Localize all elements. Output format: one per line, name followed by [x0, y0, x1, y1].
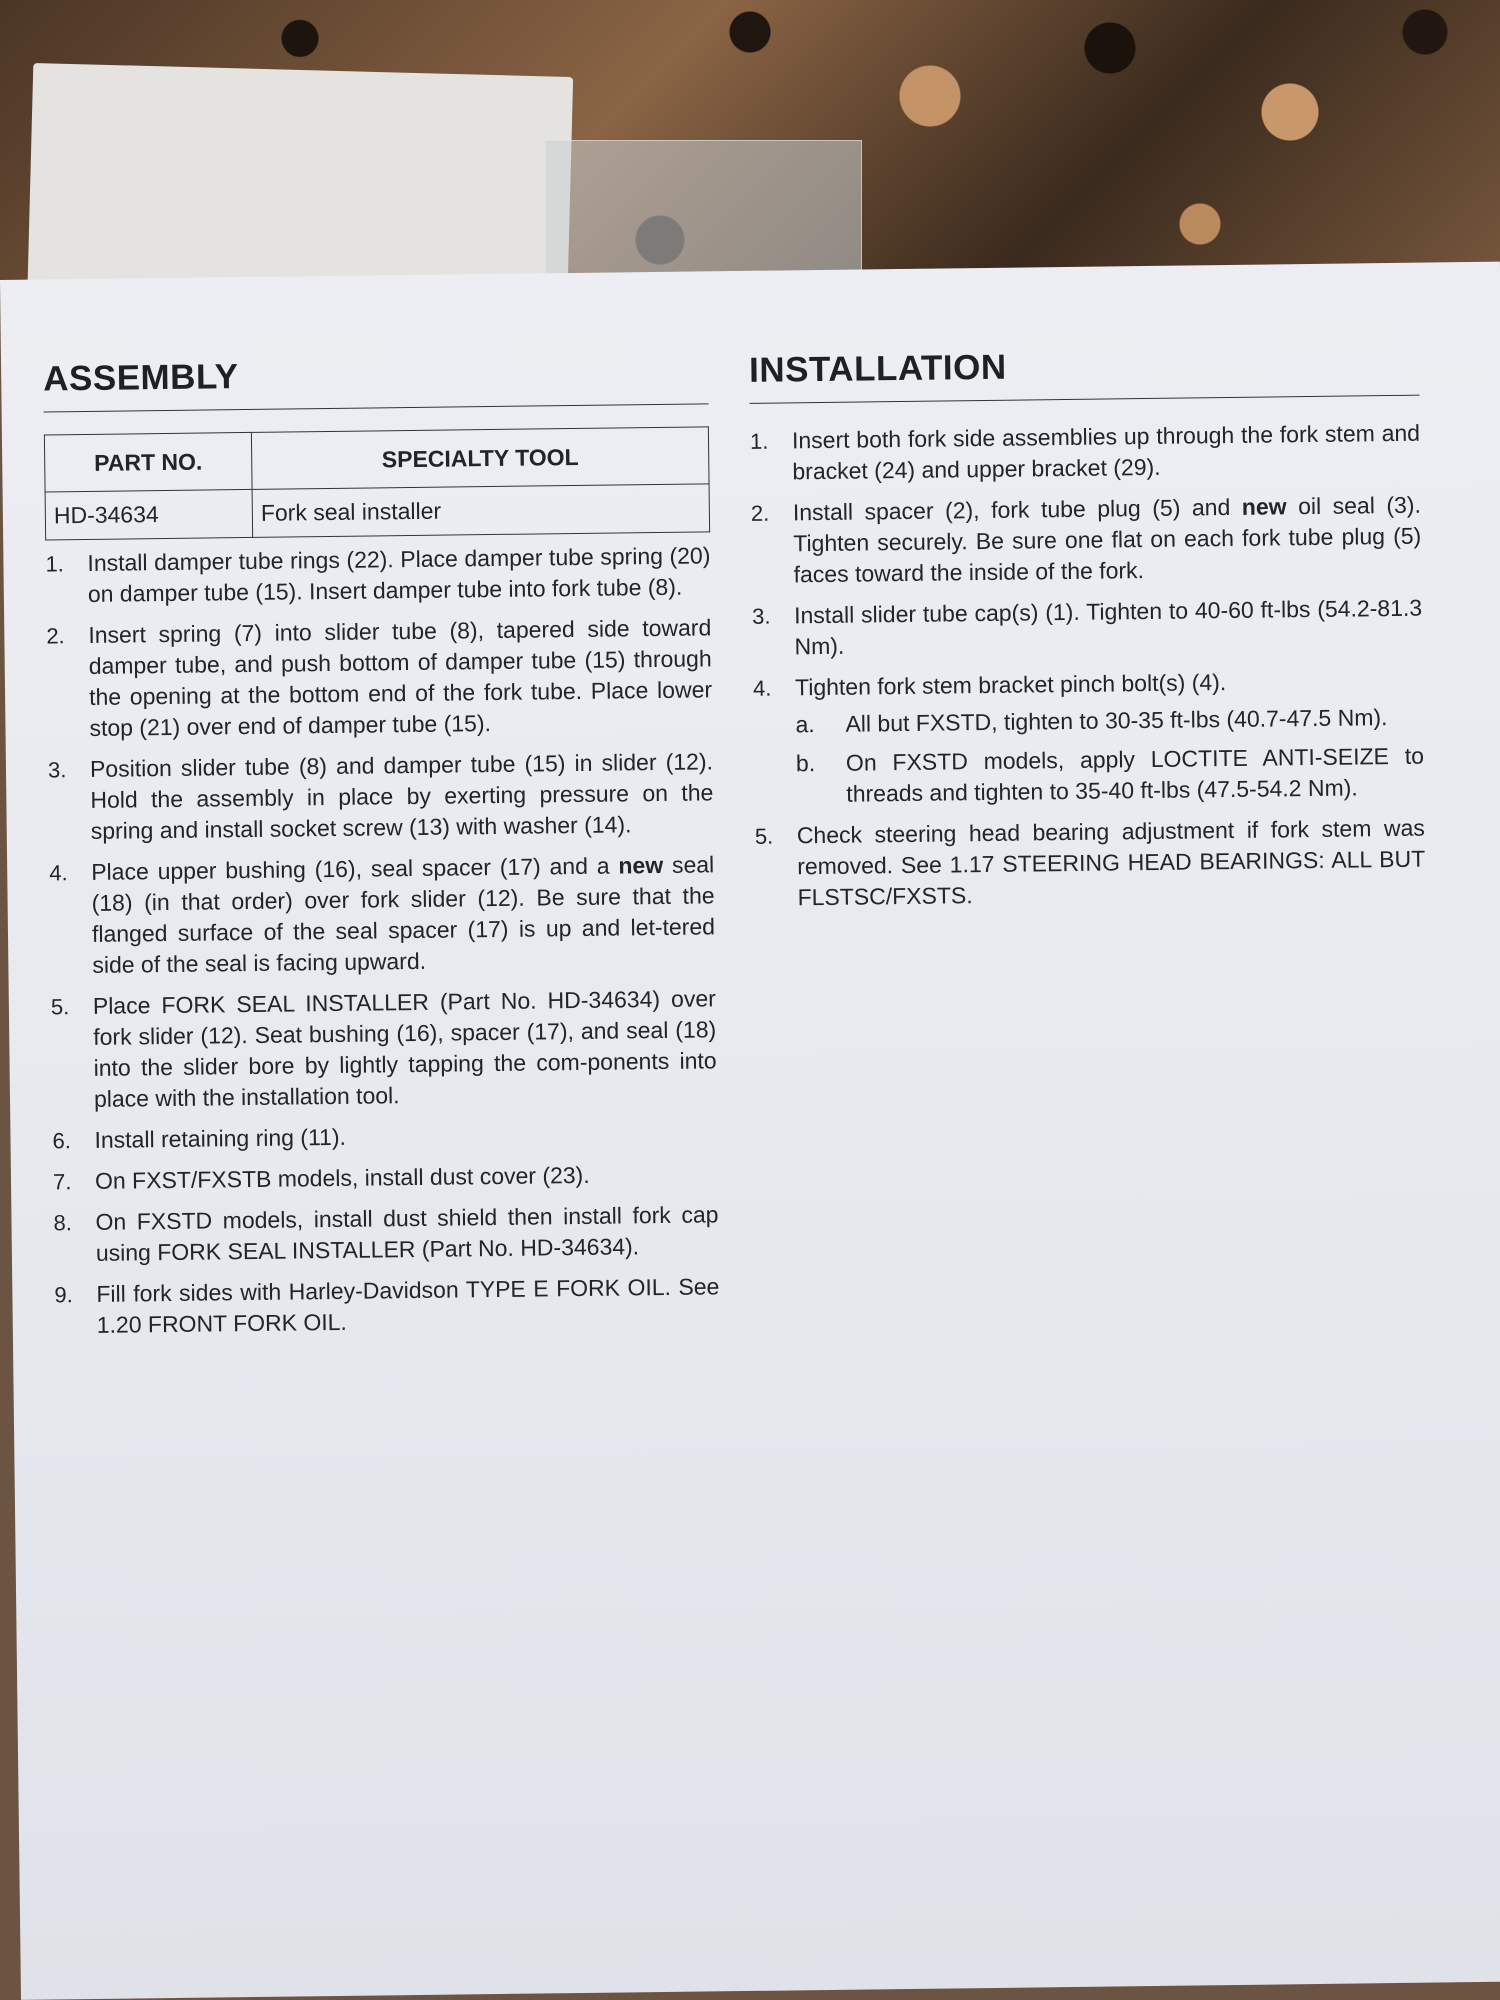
tool-name-cell: Fork seal installer: [252, 484, 710, 538]
step-number: 2.: [46, 623, 65, 649]
assembly-heading: ASSEMBLY: [43, 351, 709, 412]
assembly-step: [51, 983, 717, 1115]
assembly-steps: [45, 540, 720, 1341]
table-header-row: [44, 427, 709, 492]
part-no-header: PART NO.: [44, 432, 252, 492]
part-no-cell: HD-34634: [45, 489, 253, 540]
step-number: 6.: [52, 1128, 72, 1154]
assembly-step: [49, 849, 715, 981]
step-number: 4.: [49, 860, 68, 886]
step-emphasis: new: [618, 851, 664, 879]
step-number: 1.: [749, 428, 769, 454]
step-number: 3.: [47, 757, 67, 783]
table-row: [45, 484, 710, 540]
step-text: Insert both fork side assemblies up through the fork stem and bracket (24) and upper bracket (29).: [791, 419, 1421, 485]
installation-section: [749, 343, 1426, 924]
substep-letter: a.: [795, 711, 815, 738]
step-text: Check steering head bearing adjustment if fork stem was removed. See 1.17 STEERING HEAD BEARINGS: ALL BUT FLSTSC/FXSTS.: [796, 814, 1426, 911]
assembly-step: [52, 1117, 717, 1156]
installation-step: [755, 813, 1426, 914]
step-text-cont: seal (18) (in that order) over fork slider (12). Be sure that the flanged surface of the seal spacer (17) is up and let-tered side of the seal is facing upward.: [91, 851, 716, 978]
substep-letter: b.: [795, 750, 816, 777]
installation-step: [753, 665, 1425, 811]
assembly-section: [43, 351, 720, 1351]
step-text: Place FORK SEAL INSTALLER (Part No. HD-34634) over fork slider (12). Seat bushing (16), spacer (17), and seal (18) into the slider bore by lightly tapping the com-ponents into place with the installation tool.: [92, 985, 717, 1112]
assembly-step: [53, 1158, 718, 1197]
step-number: 7.: [52, 1169, 72, 1195]
installation-substep: [796, 741, 1425, 811]
assembly-step: [46, 612, 712, 744]
installation-step: [751, 490, 1422, 591]
step-number: 5.: [50, 994, 70, 1020]
assembly-step: [48, 746, 714, 847]
specialty-tool-table: [44, 426, 710, 540]
step-number: 4.: [752, 675, 772, 701]
step-text: Tighten fork stem bracket pinch bolt(s) (4).: [794, 669, 1227, 701]
step-text: Fill fork sides with Harley-Davidson TYPE E FORK OIL. See 1.20 FRONT FORK OIL.: [96, 1273, 720, 1338]
step-text: Position slider tube (8) and damper tube (15) in slider (12). Hold the assembly in place by exerting pressure on the spring and install socket screw (13) with washer (14).: [89, 748, 714, 844]
assembly-step: [54, 1271, 720, 1341]
installation-step: [752, 593, 1423, 663]
step-text: On FXSTD models, install dust shield then install fork cap using FORK SEAL INSTALLER (Part No. HD-34634).: [95, 1201, 719, 1266]
step-text-cont: oil seal (3). Tighten securely. Be sure one flat on each fork tube plug (5) faces toward the inside of the fork.: [793, 491, 1422, 588]
step-text: Insert spring (7) into slider tube (8), tapered side toward damper tube, and push bottom of damper tube (15) through the opening at the bottom end of the fork tube. Place lower stop (21) over end of damper tube (15).: [88, 614, 713, 741]
step-number: 2.: [750, 500, 770, 526]
manual-page: [0, 262, 1500, 2000]
step-text: On FXST/FXSTB models, install dust cover (23).: [94, 1161, 590, 1194]
step-text: Install spacer (2), fork tube plug (5) and: [792, 493, 1242, 526]
substep-text: On FXSTD models, apply LOCTITE ANTI-SEIZE to threads and tighten to 35-40 ft-lbs (47.5-54.2 Nm).: [845, 742, 1425, 807]
installation-steps: [750, 418, 1426, 914]
step-number: 1.: [45, 551, 64, 577]
step-number: 5.: [754, 823, 774, 849]
step-text: Place upper bushing (16), seal spacer (17) and a: [91, 852, 619, 885]
installation-heading: INSTALLATION: [749, 343, 1420, 404]
specialty-tool-header: SPECIALTY TOOL: [251, 427, 709, 490]
substep-text: All but FXSTD, tighten to 30-35 ft-lbs (40.7-47.5 Nm).: [845, 704, 1388, 737]
step-number: 8.: [53, 1210, 73, 1236]
installation-step: [750, 418, 1421, 488]
step-text: Install retaining ring (11).: [94, 1123, 347, 1153]
step-emphasis: new: [1241, 493, 1287, 520]
assembly-step: [45, 540, 711, 610]
step-number: 3.: [752, 603, 771, 629]
installation-substep: [795, 702, 1423, 741]
step-number: 9.: [54, 1282, 73, 1308]
step-text: Install damper tube rings (22). Place damper tube spring (20) on damper tube (15). Insert damper tube into fork tube (8).: [87, 542, 711, 607]
assembly-step: [53, 1199, 719, 1269]
step-text: Install slider tube cap(s) (1). Tighten to 40-60 ft-lbs (54.2-81.3 Nm).: [793, 594, 1423, 660]
installation-substeps: [795, 702, 1424, 811]
